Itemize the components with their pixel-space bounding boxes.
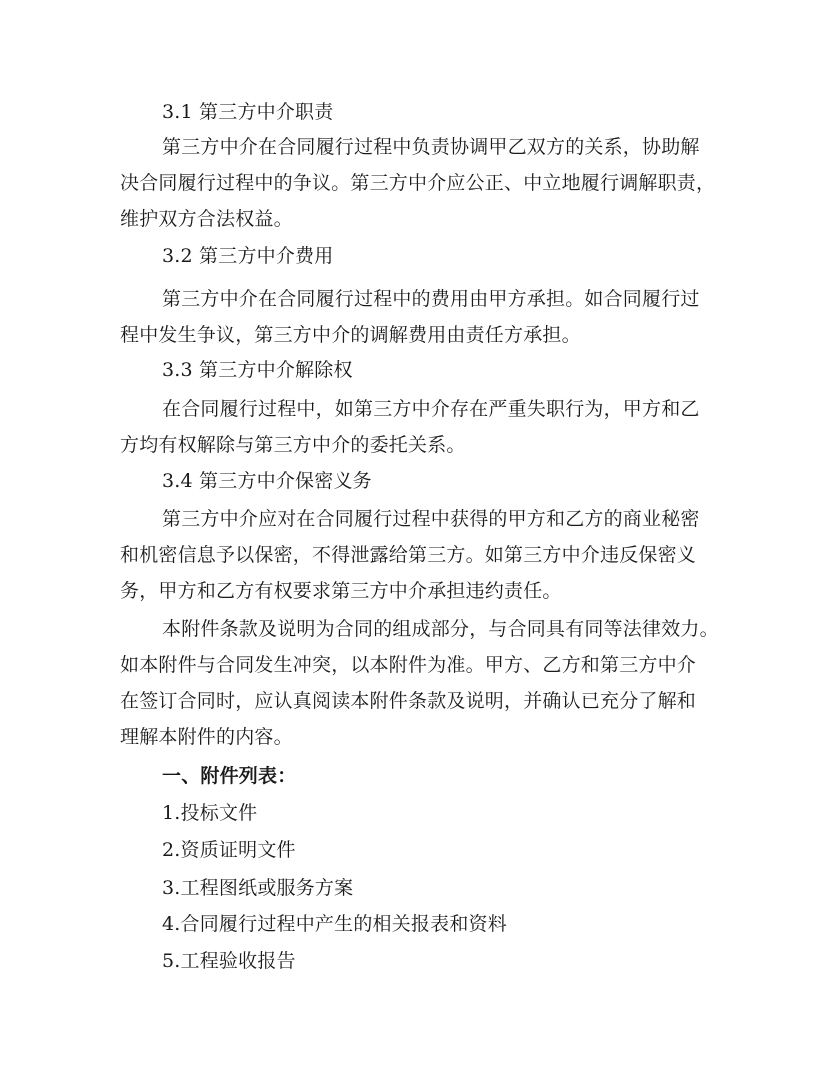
list-item: 1.投标文件 (162, 802, 258, 824)
list-item: 2.资质证明文件 (162, 839, 296, 861)
paragraph-line: 第三方中介应对在合同履行过程中获得的甲方和乙方的商业秘密 (162, 508, 700, 530)
paragraph-line: 第三方中介在合同履行过程中的费用由甲方承担。如合同履行过 (162, 288, 700, 310)
paragraph-line: 在合同履行过程中，如第三方中介存在严重失职行为，甲方和乙 (162, 398, 700, 420)
paragraph-line: 本附件条款及说明为合同的组成部分，与合同具有同等法律效力。 (162, 618, 719, 640)
paragraph-line: 决合同履行过程中的争议。第三方中介应公正、中立地履行调解职责， (120, 172, 716, 194)
section-3-2-heading: 3.2 第三方中介费用 (162, 245, 334, 267)
paragraph-line: 方均有权解除与第三方中介的委托关系。 (120, 434, 466, 456)
list-item: 4.合同履行过程中产生的相关报表和资料 (162, 913, 507, 935)
paragraph-line: 如本附件与合同发生冲突，以本附件为准。甲方、乙方和第三方中介 (120, 654, 697, 676)
paragraph-line: 理解本附件的内容。 (120, 726, 293, 748)
section-3-3-heading: 3.3 第三方中介解除权 (162, 359, 353, 381)
paragraph-line: 维护双方合法权益。 (120, 208, 293, 230)
paragraph-line: 和机密信息予以保密，不得泄露给第三方。如第三方中介违反保密义 (120, 544, 697, 566)
paragraph-line: 在签订合同时，应认真阅读本附件条款及说明，并确认已充分了解和 (120, 690, 697, 712)
section-3-4-heading: 3.4 第三方中介保密义务 (162, 470, 372, 492)
attachment-list-heading: 一、附件列表： (162, 765, 297, 787)
list-item: 5.工程验收报告 (162, 950, 296, 972)
paragraph-line: 第三方中介在合同履行过程中负责协调甲乙双方的关系，协助解 (162, 136, 700, 158)
paragraph-line: 程中发生争议，第三方中介的调解费用由责任方承担。 (120, 324, 581, 346)
list-item: 3.工程图纸或服务方案 (162, 877, 354, 899)
paragraph-line: 务，甲方和乙方有权要求第三方中介承担违约责任。 (120, 580, 562, 602)
section-3-1-heading: 3.1 第三方中介职责 (162, 101, 334, 123)
